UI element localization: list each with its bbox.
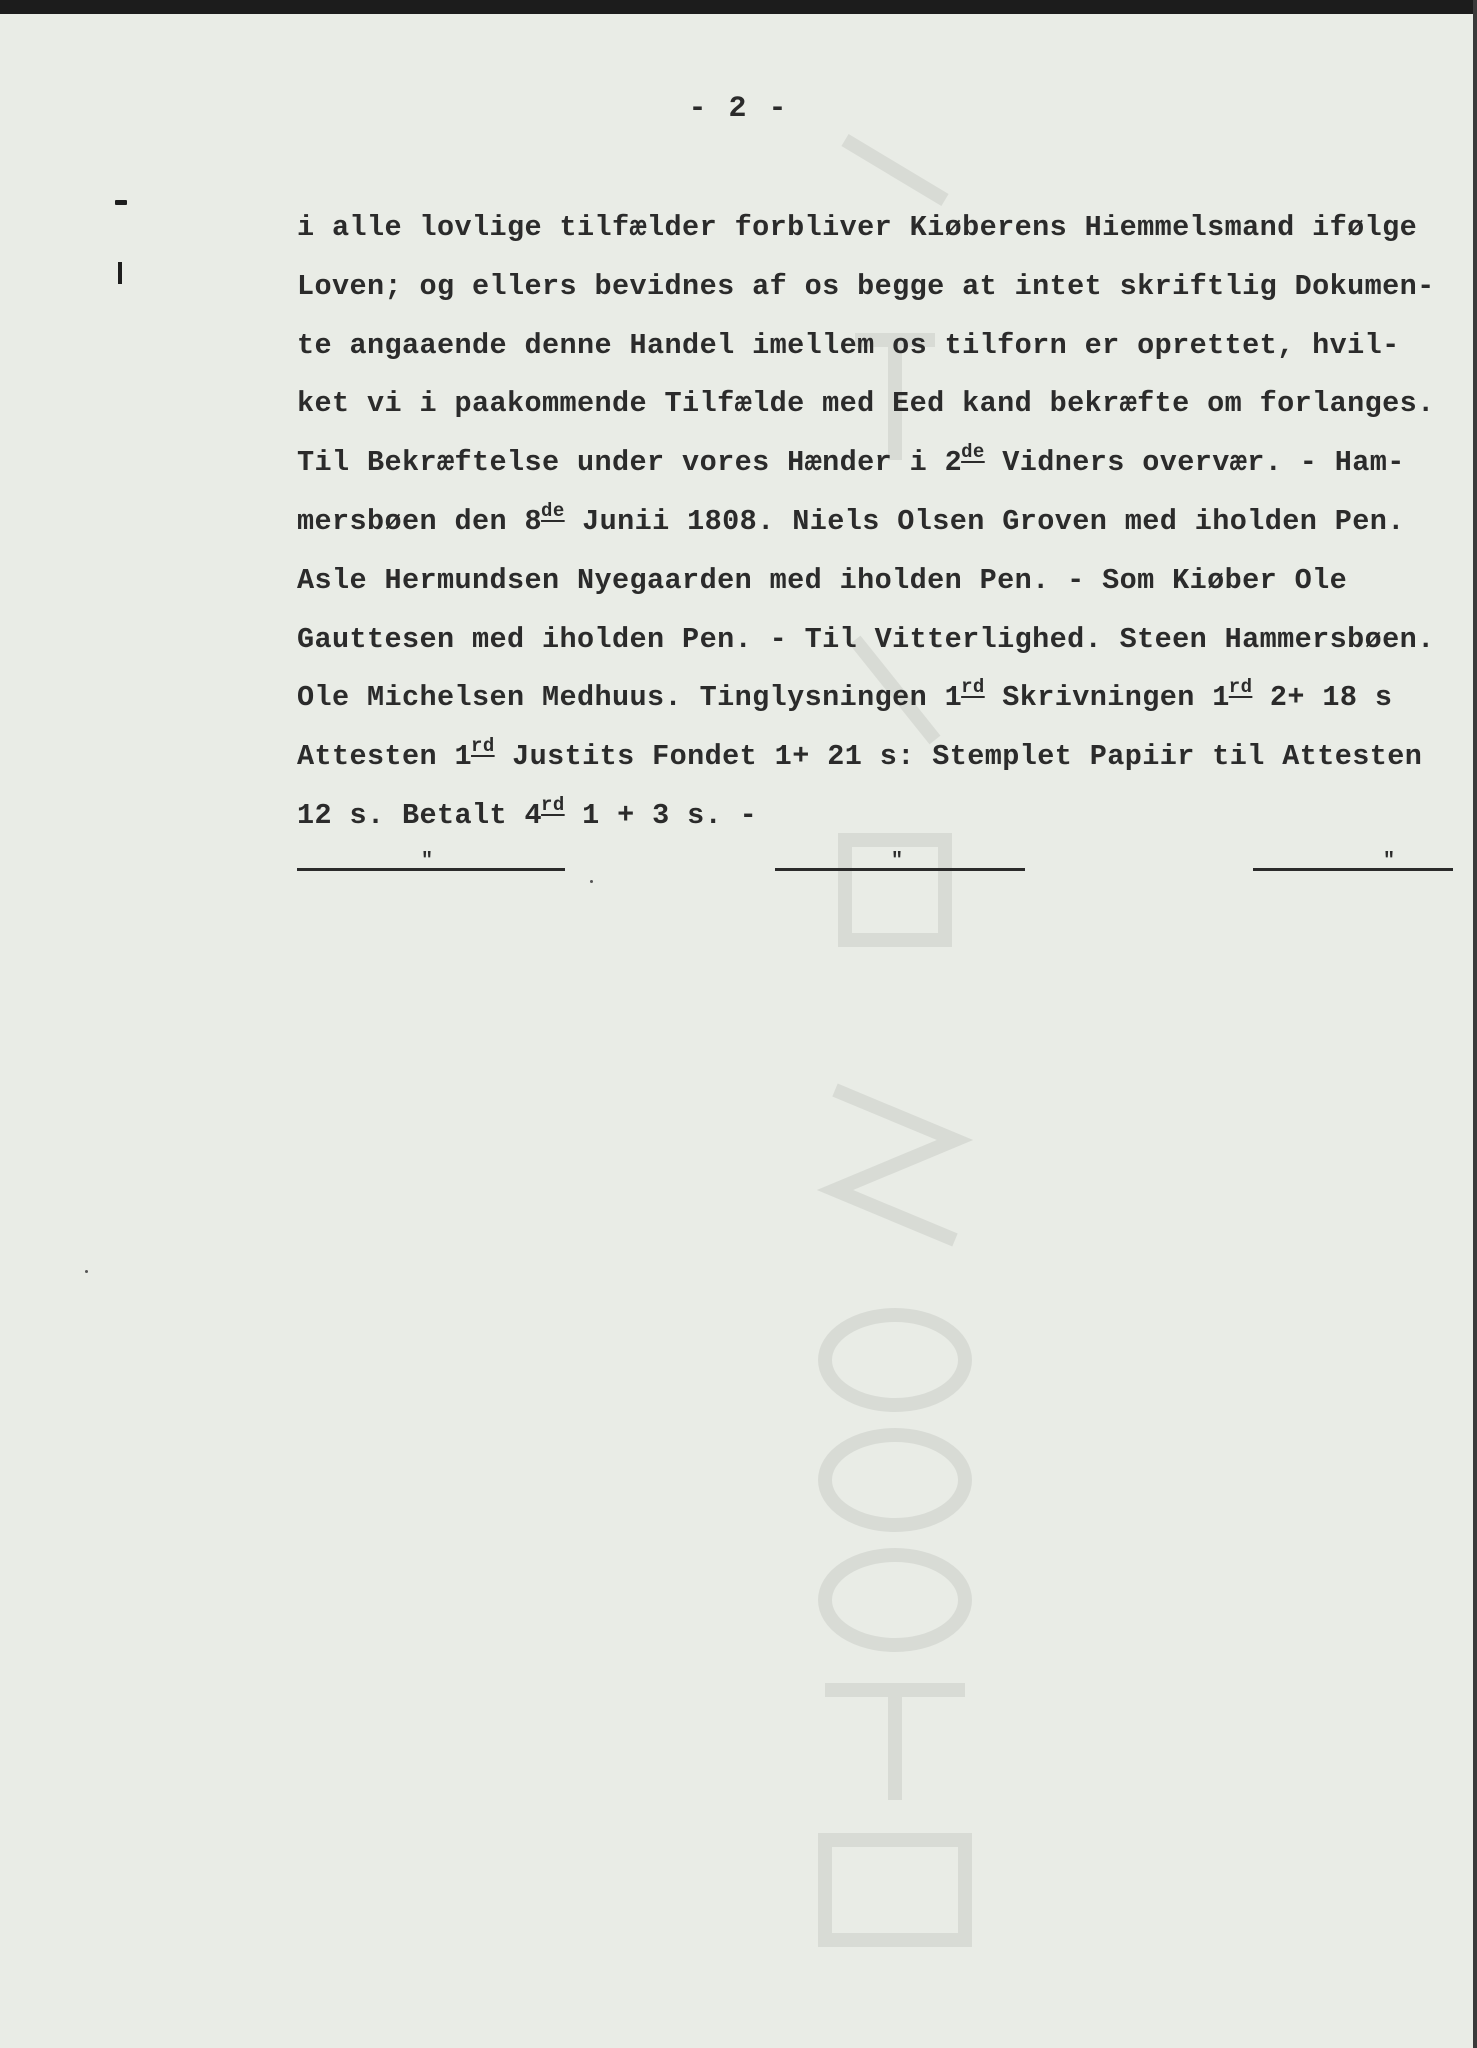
text-line	[297, 787, 1457, 846]
text-segment: 2+ 18 s	[1252, 681, 1393, 715]
scan-speck	[85, 1270, 88, 1273]
text-line: ket vi i paakommende Tilfælde med Eed kand bekræfte om forlanges.	[297, 387, 1435, 421]
scan-top-edge	[0, 0, 1477, 14]
ditto-mark: "	[1383, 850, 1396, 873]
text-line	[297, 669, 1457, 728]
text-line	[297, 728, 1457, 787]
text-segment: Attesten 1	[297, 740, 473, 774]
divider-line	[1253, 850, 1453, 873]
divider-line	[297, 850, 565, 873]
superscript: rd	[1228, 676, 1253, 699]
text-segment: Skrivningen 1	[984, 681, 1230, 715]
text-line: Gauttesen med iholden Pen. - Til Vitterlighed. Steen Hammersbøen.	[297, 622, 1435, 656]
scan-speck	[590, 880, 593, 883]
superscript: rd	[471, 735, 495, 758]
superscript: rd	[961, 676, 985, 699]
superscript: de	[541, 499, 565, 522]
text-line: i alle lovlige tilfælder forbliver Kiøberens Hiemmelsmand ifølge	[297, 211, 1418, 244]
text-segment: Vidners overvær. - Ham-	[984, 446, 1405, 480]
scan-right-edge	[1473, 0, 1477, 2048]
text-line: te angaaende denne Handel imellem os tilforn er oprettet, hvil-	[297, 328, 1400, 362]
text-segment: Ole Michelsen Medhuus. Tinglysningen 1	[297, 681, 963, 715]
text-line: Loven; og ellers bevidnes af os begge at intet skriftlig Dokumen-	[297, 269, 1435, 303]
superscript: rd	[541, 793, 565, 816]
text-segment: Justits Fondet 1+ 21 s: Stemplet Papiir til Attesten	[494, 740, 1423, 774]
margin-mark	[115, 200, 127, 205]
text-line: Asle Hermundsen Nyegaarden med iholden Pen. - Som Kiøber Ole	[297, 563, 1348, 597]
superscript: de	[961, 441, 985, 464]
page-number: - 2 -	[688, 92, 789, 126]
document-body	[297, 199, 1457, 846]
margin-mark	[118, 262, 122, 284]
divider-line	[775, 850, 1025, 873]
text-segment: mersbøen den 8	[297, 504, 543, 538]
text-line	[297, 493, 1457, 552]
text-segment: Junii 1808. Niels Olsen Groven med iholden Pen.	[564, 504, 1405, 538]
text-segment: 12 s. Betalt 4	[297, 798, 543, 832]
ditto-mark: "	[421, 850, 434, 873]
text-segment: Til Bekræftelse under vores Hænder i 2	[297, 446, 963, 480]
text-segment: 1 + 3 s. -	[564, 798, 758, 832]
ditto-mark: "	[891, 850, 904, 873]
text-line	[297, 434, 1457, 493]
